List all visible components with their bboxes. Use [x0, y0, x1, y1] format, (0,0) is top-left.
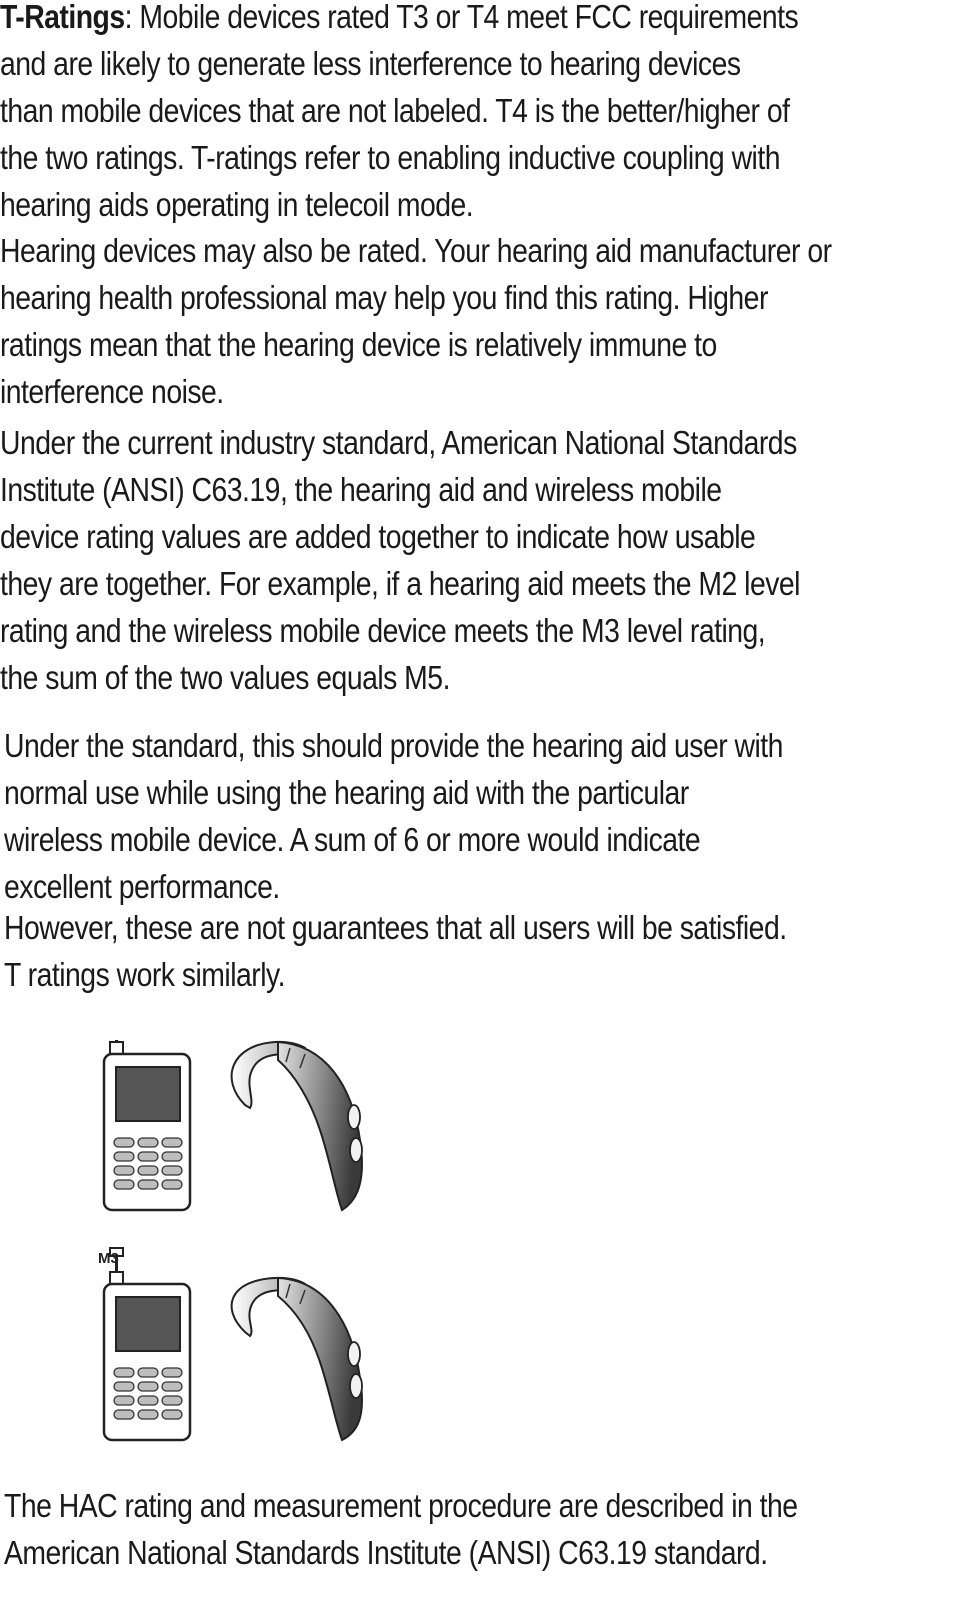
normal-use-line-1: Under the standard, this should provide the hearing aid user with	[4, 727, 783, 764]
t-ratings-line-2: and are likely to generate less interference to hearing devices	[0, 45, 741, 82]
t-ratings-line-3: than mobile devices that are not labeled. T4 is the better/higher of	[0, 92, 790, 129]
industry-standard-line-3: device rating values are added together to indicate how usable	[0, 518, 756, 555]
hac-procedure-line-1: The HAC rating and measurement procedure are described in the	[4, 1487, 798, 1524]
t-ratings-line-5: hearing aids operating in telecoil mode.	[0, 186, 474, 223]
normal-use-line-3: wireless mobile device. A sum of 6 or more would indicate	[4, 821, 701, 858]
industry-standard-paragraph	[0, 419, 800, 701]
guarantee-line-1: However, these are not guarantees that all users will be satisfied.	[4, 909, 787, 946]
guarantee-paragraph	[4, 904, 787, 998]
m3-rating-label: M3	[98, 1250, 119, 1267]
hearing-devices-line-3: ratings mean that the hearing device is relatively immune to	[0, 326, 717, 363]
hearing-devices-line-2: hearing health professional may help you find this rating. Higher	[0, 279, 768, 316]
hac-illustration	[90, 1040, 380, 1470]
hearing-aid-icon	[232, 1278, 362, 1440]
guarantee-line-2: T ratings work similarly.	[4, 956, 285, 993]
normal-use-line-2: normal use while using the hearing aid with the particular	[4, 774, 689, 811]
hac-procedure-line-2: American National Standards Institute (ANSI) C63.19 standard.	[4, 1534, 768, 1571]
t-ratings-term: T-Ratings	[0, 0, 125, 35]
hearing-aid-icon	[232, 1042, 362, 1210]
mobile-phone-icon	[104, 1248, 190, 1440]
normal-use-paragraph	[4, 722, 783, 910]
hearing-devices-line-4: interference noise.	[0, 373, 224, 410]
hearing-devices-paragraph	[0, 227, 832, 415]
t-ratings-line-4: the two ratings. T-ratings refer to enabling inductive coupling with	[0, 139, 780, 176]
industry-standard-line-5: rating and the wireless mobile device meets the M3 level rating,	[0, 612, 766, 649]
industry-standard-line-4: they are together. For example, if a hearing aid meets the M2 level	[0, 565, 800, 602]
industry-standard-line-1: Under the current industry standard, American National Standards	[0, 424, 797, 461]
hearing-devices-line-1: Hearing devices may also be rated. Your hearing aid manufacturer or	[0, 232, 832, 269]
t-ratings-paragraph	[0, 0, 798, 228]
mobile-phone-icon	[104, 1040, 190, 1210]
normal-use-line-4: excellent performance.	[4, 868, 280, 905]
industry-standard-line-6: the sum of the two values equals M5.	[0, 659, 450, 696]
hac-procedure-paragraph	[4, 1482, 798, 1576]
industry-standard-line-2: Institute (ANSI) C63.19, the hearing aid and wireless mobile	[0, 471, 722, 508]
t-ratings-line-1: : Mobile devices rated T3 or T4 meet FCC requirements	[124, 0, 799, 35]
